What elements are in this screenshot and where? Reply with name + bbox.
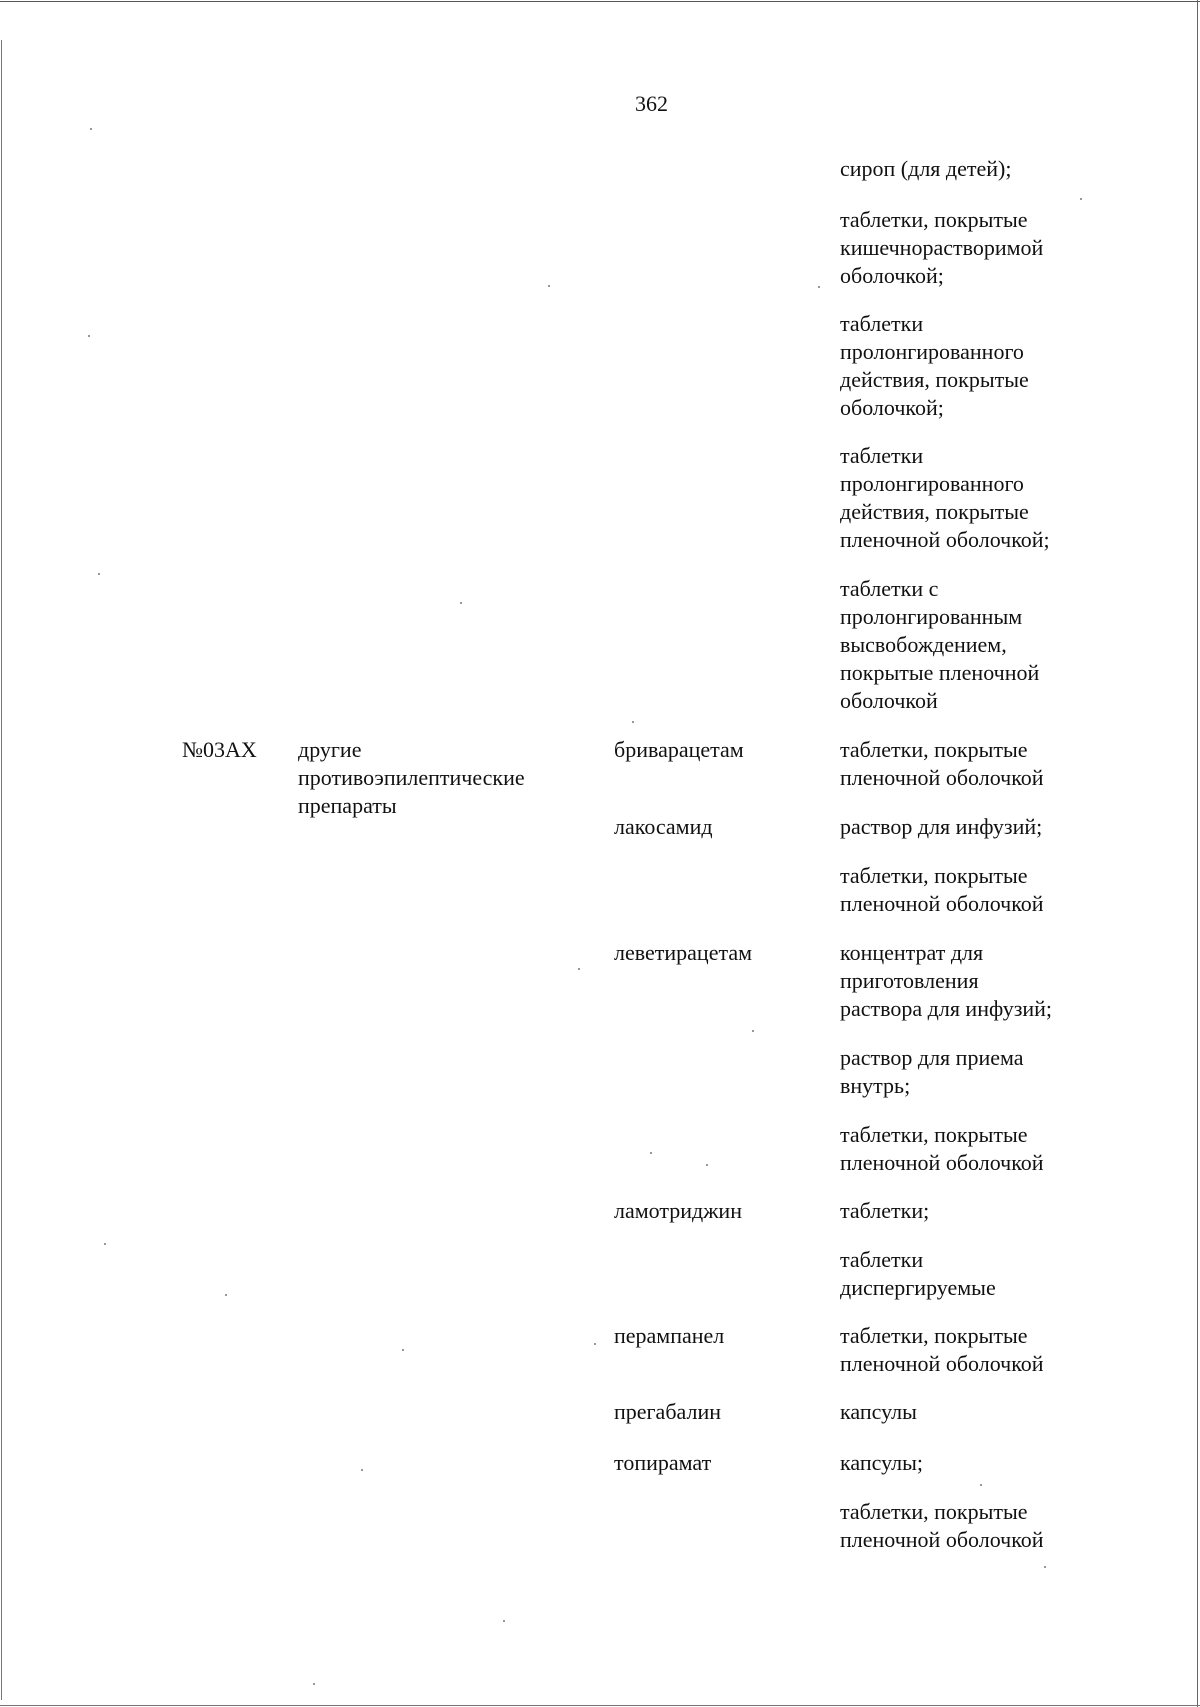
drug-form <box>840 1197 1090 1225</box>
scan-speck <box>460 602 462 604</box>
form-line: таблетки <box>840 1247 924 1272</box>
form-line: таблетки; <box>840 1198 930 1223</box>
scan-speck <box>402 1349 404 1351</box>
form-line: таблетки <box>840 443 924 468</box>
scan-speck <box>90 128 92 130</box>
form-line: действия, покрытые <box>840 499 1029 524</box>
continued-form-2 <box>840 206 1090 290</box>
drug-form <box>840 813 1090 841</box>
scan-speck <box>594 1343 596 1345</box>
continued-form-5 <box>840 575 1090 715</box>
form-line: пролонгированным <box>840 604 1023 629</box>
form-line: высвобождением, <box>840 632 1007 657</box>
scan-speck <box>706 1164 708 1166</box>
page-border-top <box>0 1 1200 2</box>
group-name-line: препараты <box>298 793 397 818</box>
scan-speck <box>752 1030 754 1032</box>
scan-speck <box>980 1484 982 1486</box>
scan-speck <box>650 1152 652 1154</box>
form-line: таблетки, покрытые <box>840 1499 1028 1524</box>
drug-form <box>840 939 1090 1023</box>
page-border-right <box>1197 0 1198 1707</box>
scan-speck <box>548 285 550 287</box>
page-number: 362 <box>635 91 668 116</box>
scan-speck <box>578 968 580 970</box>
form-line: таблетки <box>840 311 924 336</box>
form-line: таблетки, покрытые <box>840 1323 1028 1348</box>
drug-form <box>840 862 1090 918</box>
scan-speck <box>1044 1566 1046 1568</box>
form-line: пленочной оболочкой <box>840 765 1044 790</box>
form-line: приготовления <box>840 968 979 993</box>
drug-name: бриварацетам <box>614 737 744 762</box>
form-line: оболочкой; <box>840 395 944 420</box>
drug-form <box>840 1246 1090 1302</box>
drug-name: леветирацетам <box>614 940 753 965</box>
form-line: покрытые пленочной <box>840 660 1040 685</box>
form-line: внутрь; <box>840 1073 911 1098</box>
group-name <box>298 736 525 820</box>
form-line: оболочкой <box>840 688 938 713</box>
drug-name: лакосамид <box>614 814 713 839</box>
form-line: таблетки, покрытые <box>840 863 1028 888</box>
form-line: пленочной оболочкой <box>840 891 1044 916</box>
scan-speck <box>1080 198 1082 200</box>
scan-speck <box>361 1469 363 1471</box>
form-line: сироп (для детей); <box>840 156 1012 181</box>
drug-form <box>840 1449 1090 1477</box>
group-name-line: другие <box>298 737 362 762</box>
form-line: таблетки с <box>840 576 939 601</box>
form-line: концентрат для <box>840 940 984 965</box>
scan-speck <box>98 573 100 575</box>
continued-form-3 <box>840 310 1090 422</box>
form-line: пролонгированного <box>840 471 1024 496</box>
form-line: пленочной оболочкой; <box>840 527 1050 552</box>
form-line: пленочной оболочкой <box>840 1351 1044 1376</box>
scan-speck <box>818 286 820 288</box>
form-line: кишечнорастворимой <box>840 235 1044 260</box>
scan-speck <box>225 1294 227 1296</box>
page-border-bottom <box>0 1705 1200 1706</box>
form-line: действия, покрытые <box>840 367 1029 392</box>
form-line: пролонгированного <box>840 339 1024 364</box>
drug-name: перампанел <box>614 1323 725 1348</box>
drug-name: прегабалин <box>614 1399 722 1424</box>
form-line: раствора для инфузий; <box>840 996 1053 1021</box>
scan-speck <box>632 721 634 723</box>
group-name-line: противоэпилептические <box>298 765 525 790</box>
drug-name: ламотриджин <box>614 1198 742 1223</box>
scan-speck <box>88 335 90 337</box>
form-line: таблетки, покрытые <box>840 207 1028 232</box>
drug-form <box>840 1498 1090 1554</box>
form-line: раствор для инфузий; <box>840 814 1043 839</box>
form-line: раствор для приема <box>840 1045 1024 1070</box>
form-line: пленочной оболочкой <box>840 1527 1044 1552</box>
group-code: №03АХ <box>182 737 257 762</box>
drug-form <box>840 736 1090 792</box>
scan-speck <box>503 1620 505 1622</box>
page-border-left <box>1 40 2 1700</box>
scan-speck <box>104 1243 106 1245</box>
continued-form-1 <box>840 155 1090 183</box>
drug-name: топирамат <box>614 1450 712 1475</box>
form-line: пленочной оболочкой <box>840 1150 1044 1175</box>
form-line: оболочкой; <box>840 263 944 288</box>
form-line: таблетки, покрытые <box>840 1122 1028 1147</box>
drug-form <box>840 1044 1090 1100</box>
scan-speck <box>313 1683 315 1685</box>
continued-form-4 <box>840 442 1090 554</box>
form-line: таблетки, покрытые <box>840 737 1028 762</box>
drug-form <box>840 1398 1090 1426</box>
form-line: капсулы; <box>840 1450 923 1475</box>
drug-form <box>840 1121 1090 1177</box>
form-line: диспергируемые <box>840 1275 996 1300</box>
form-line: капсулы <box>840 1399 917 1424</box>
drug-form <box>840 1322 1090 1378</box>
